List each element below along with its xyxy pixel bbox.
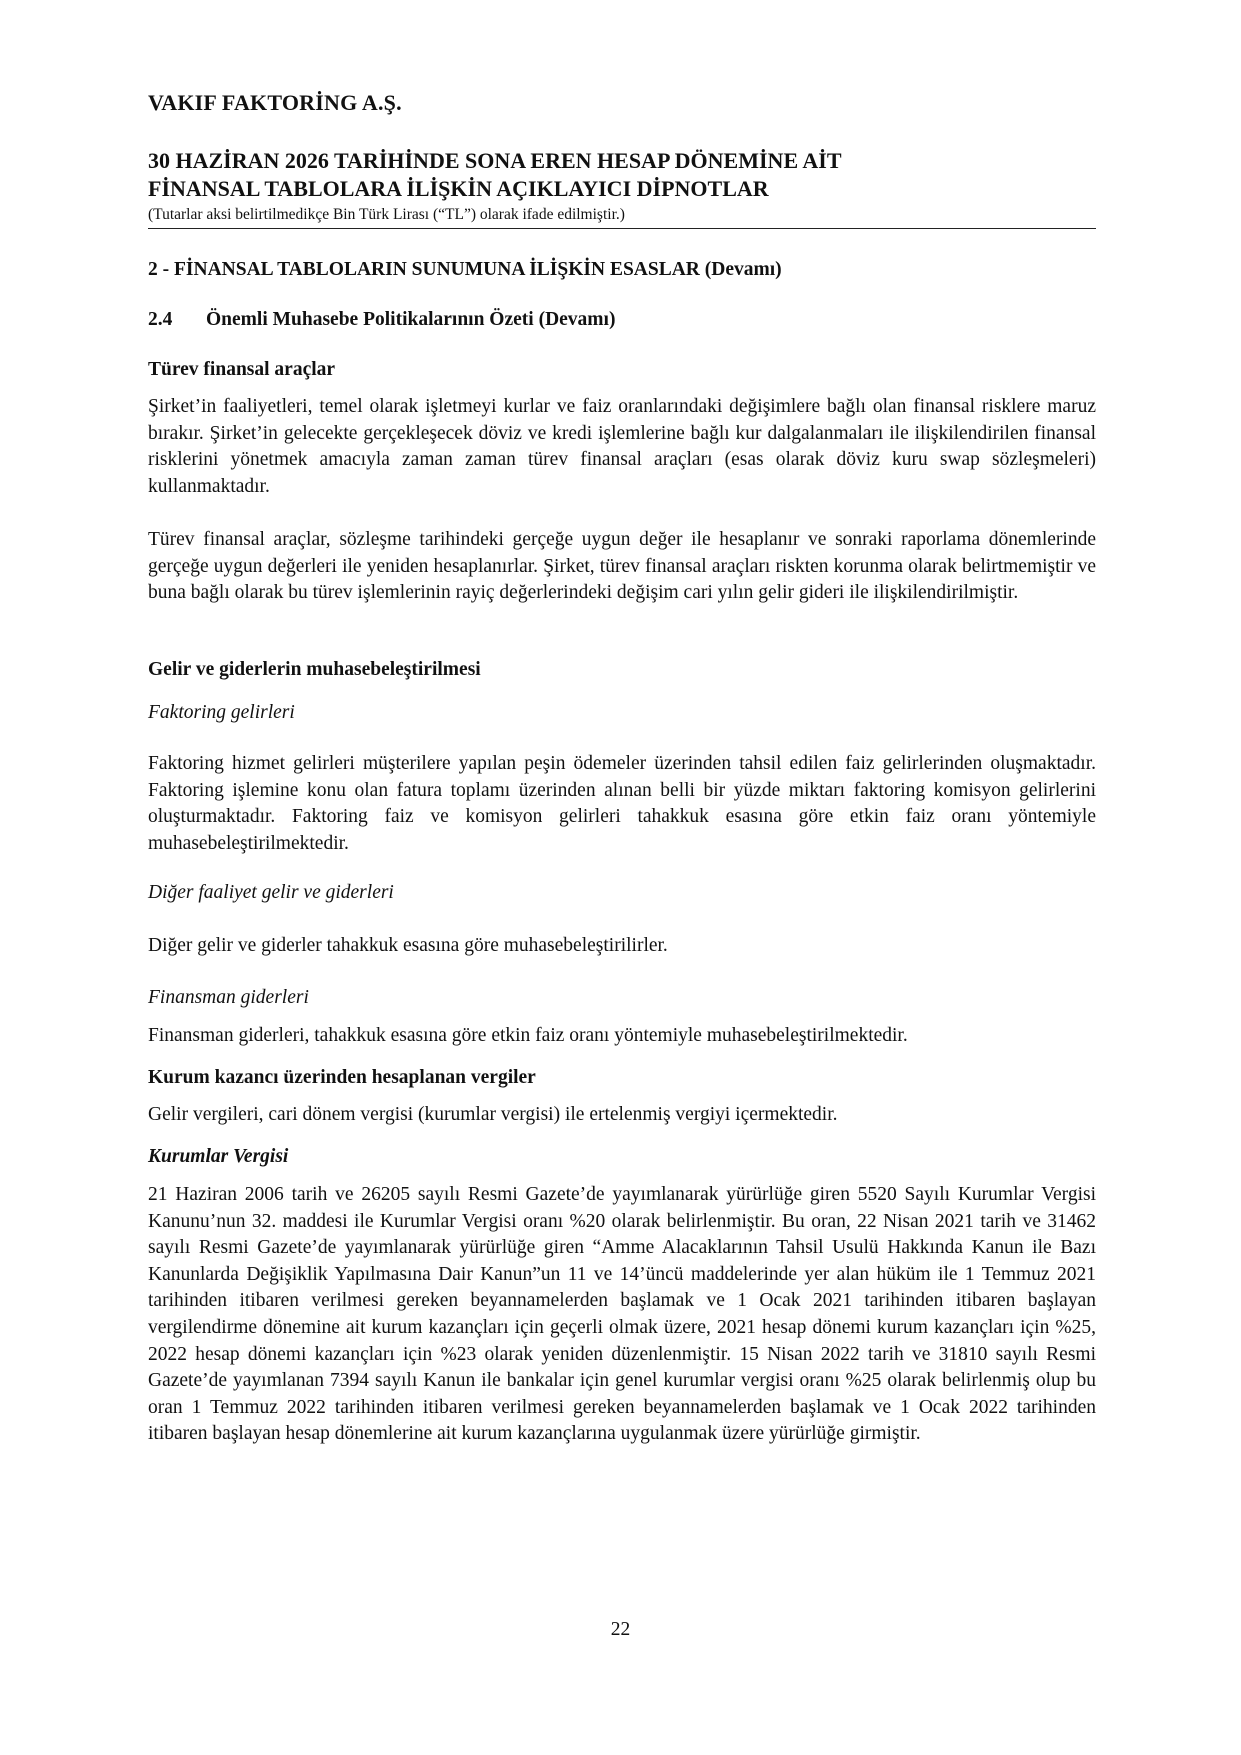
section-title: 2 - FİNANSAL TABLOLARIN SUNUMUNA İLİŞKİN ESASLAR (Devamı): [148, 259, 782, 280]
subsection-title: [148, 309, 615, 331]
tax-heading: Kurum kazancı üzerinden hesaplanan vergiler: [148, 1067, 536, 1088]
derivatives-heading: Türev finansal araçlar: [148, 359, 336, 380]
currency-note: (Tutarlar aksi belirtilmedikçe Bin Türk Lirası (“TL”) olarak ifade edilmiştir.): [148, 206, 625, 223]
other-income-heading: Diğer faaliyet gelir ve giderleri: [148, 882, 394, 903]
derivatives-paragraph-2: Türev finansal araçlar, sözleşme tarihindeki gerçeğe uygun değer ile hesaplanır ve sonraki raporlama dönemlerinde gerçeğe uygun değerleri ile yeniden hesaplanırlar. Şirket, türev finansal araçları riskten korunma olarak belirtmemiştir ve buna bağlı olarak bu türev işlemlerinin rayiç değerlerindeki değişim cari yılın gelir gideri ile ilişkilendirilmiştir.: [148, 529, 1096, 604]
other-income-paragraph: Diğer gelir ve giderler tahakkuk esasına göre muhasebeleştirilirler.: [148, 935, 668, 956]
tax-paragraph: Gelir vergileri, cari dönem vergisi (kurumlar vergisi) ile ertelenmiş vergiyi içermektedir.: [148, 1104, 838, 1125]
report-title-line-1: 30 HAZİRAN 2026 TARİHİNDE SONA EREN HESAP DÖNEMİNE AİT: [148, 148, 842, 173]
company-name: VAKIF FAKTORİNG A.Ş.: [148, 90, 402, 115]
derivatives-paragraph-1: Şirket’in faaliyetleri, temel olarak işletmeyi kurlar ve faiz oranlarındaki değişimlere bağlı olan finansal risklere maruz bırakır. Şirket’in gelecekte gerçekleşecek döviz ve kredi işlemlerine bağlı kur dalgalanmaları ile ilişkilendirilen finansal risklerini yönetmek amacıyla zaman zaman türev finansal araçları (esas olarak döviz kuru swap sözleşmeleri) kullanmaktadır.: [148, 396, 1096, 497]
subsection-title-text: Önemli Muhasebe Politikalarının Özeti (Devamı): [206, 309, 616, 330]
corporate-tax-heading: Kurumlar Vergisi: [148, 1146, 289, 1167]
subsection-number: 2.4: [148, 309, 173, 330]
report-title-line-2: FİNANSAL TABLOLARA İLİŞKİN AÇIKLAYICI DİPNOTLAR: [148, 176, 769, 201]
finance-expense-heading: Finansman giderleri: [148, 987, 309, 1008]
finance-expense-paragraph: Finansman giderleri, tahakkuk esasına göre etkin faiz oranı yöntemiyle muhasebeleştirilmektedir.: [148, 1025, 908, 1046]
header-divider: [148, 228, 1096, 229]
factoring-income-heading: Faktoring gelirleri: [148, 702, 295, 723]
page-number: 22: [610, 1619, 631, 1640]
corporate-tax-paragraph: 21 Haziran 2006 tarih ve 26205 sayılı Resmi Gazete’de yayımlanarak yürürlüğe giren 5520 Sayılı Kurumlar Vergisi Kanunu’nun 32. maddesi ile Kurumlar Vergisi oranı %20 olarak belirlenmiştir. Bu oran, 22 Nisan 2021 tarih ve 31462 sayılı Resmi Gazete’de yayımlanarak yürürlüğe giren “Amme Alacaklarının Tahsil Usulü Hakkında Kanun ile Bazı Kanunlarda Değişiklik Yapılmasına Dair Kanun”un 11 ve 14’üncü maddelerinde yer alan hüküm ile 1 Temmuz 2021 tarihinden itibaren verilmesi gereken beyannamelerden başlamak ve 1 Ocak 2021 tarihinden itibaren başlayan vergilendirme dönemine ait kurum kazançları için geçerli olmak üzere, 2021 hesap dönemi kurum kazançları için %25, 2022 hesap dönemi kazançları için %23 olarak yeniden düzenlenmiştir. 15 Nisan 2022 tarih ve 31810 sayılı Resmi Gazete’de yayımlanan 7394 sayılı Kanun ile bankalar için genel kurumlar vergisi oranı %25 olarak belirlenmiş olup bu oran 1 Temmuz 2022 tarihinden itibaren verilmesi gereken beyannamelerden başlamak ve 1 Ocak 2022 tarihinden itibaren başlayan hesap dönemlerine ait kurum kazançlarına uygulanmak üzere yürürlüğe girmiştir.: [148, 1184, 1096, 1445]
factoring-income-paragraph: Faktoring hizmet gelirleri müşterilere yapılan peşin ödemeler üzerinden tahsil edilen faiz gelirlerinden oluşmaktadır. Faktoring işlemine konu olan fatura toplamı üzerinden alınan belli bir yüzde miktarı faktoring komisyon gelirlerini oluşturmaktadır. Faktoring faiz ve komisyon gelirleri tahakkuk esasına göre etkin faiz oranı yöntemiyle muhasebeleştirilmektedir.: [148, 753, 1096, 854]
income-heading: Gelir ve giderlerin muhasebeleştirilmesi: [148, 659, 481, 680]
